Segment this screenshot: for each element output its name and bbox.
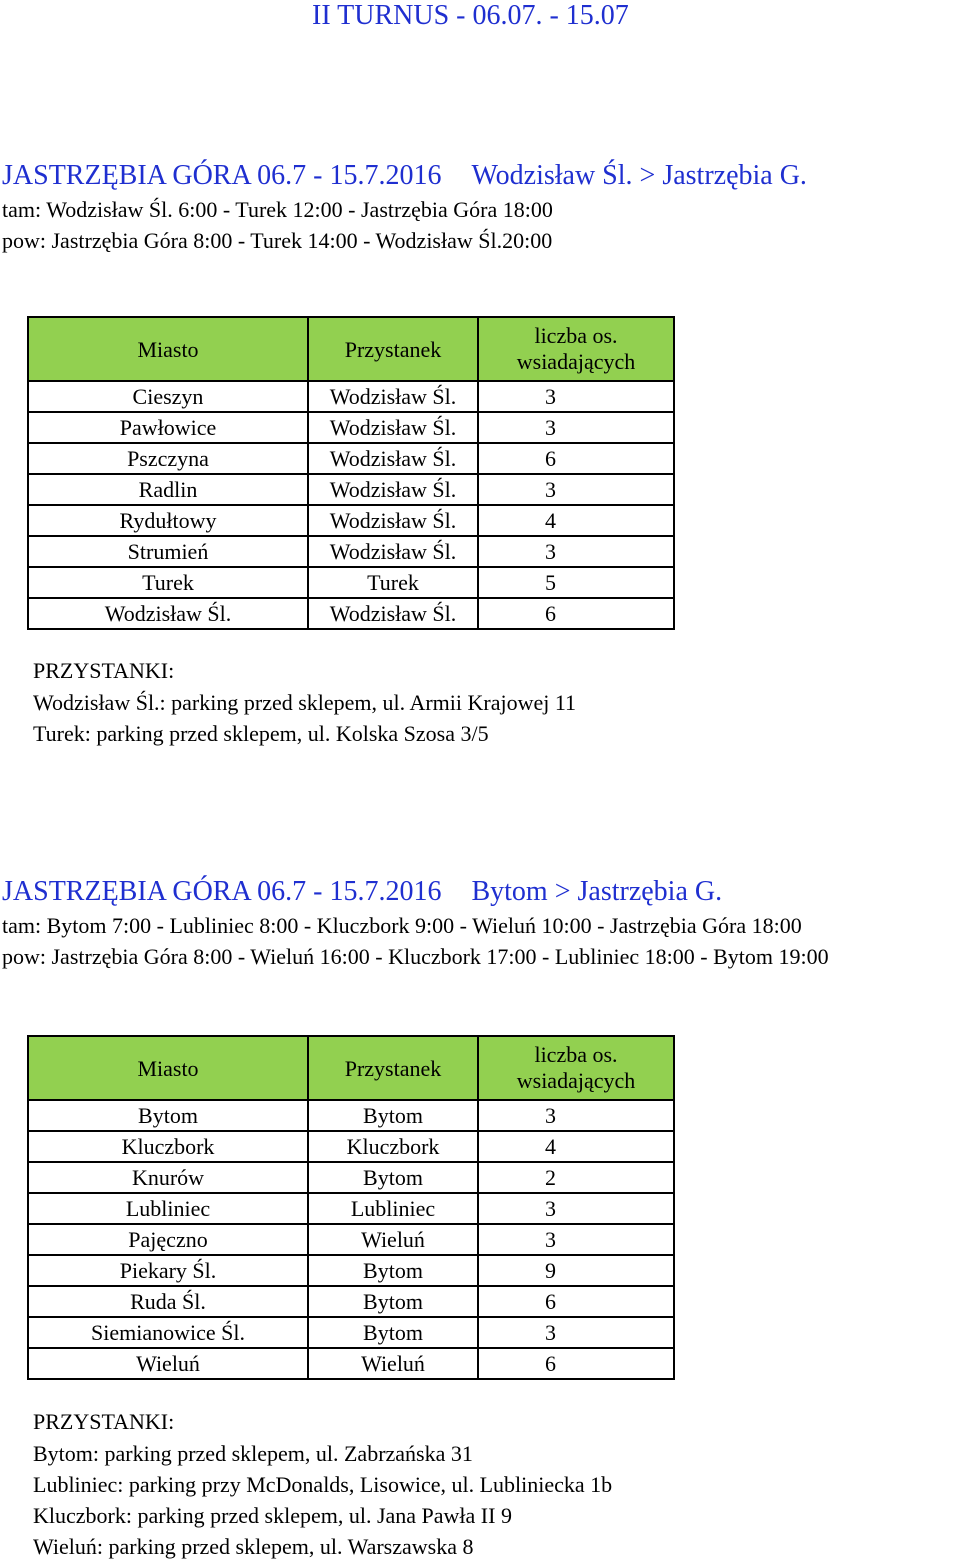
- cell-count: 3: [478, 1193, 674, 1224]
- cell-city: Bytom: [28, 1100, 308, 1131]
- section-2-stops-label: PRZYSTANKI:: [33, 1409, 175, 1434]
- table-row: [28, 1100, 674, 1131]
- cell-stop: Bytom: [308, 1255, 478, 1286]
- section-1-title-text: JASTRZĘBIA GÓRA 06.7 - 15.7.2016: [2, 160, 442, 191]
- table-row: [28, 443, 674, 474]
- cell-count: 3: [478, 1100, 674, 1131]
- section-1-table: [27, 316, 675, 630]
- header-stop: Przystanek: [308, 1036, 478, 1100]
- cell-stop: Wodzisław Śl.: [308, 505, 478, 536]
- cell-city: Piekary Śl.: [28, 1255, 308, 1286]
- table-row: [28, 1131, 674, 1162]
- cell-count: 2: [478, 1162, 674, 1193]
- cell-stop: Bytom: [308, 1100, 478, 1131]
- cell-stop: Turek: [308, 567, 478, 598]
- cell-stop: Wodzisław Śl.: [308, 536, 478, 567]
- section-2-route: Bytom > Jastrzębia G.: [471, 876, 723, 907]
- section-2-stop-4: Wieluń: parking przed sklepem, ul. Warszawska 8: [33, 1534, 474, 1559]
- section-1-stop-1: Wodzisław Śl.: parking przed sklepem, ul. Armii Krajowej 11: [33, 690, 577, 715]
- section-1-stops-label: PRZYSTANKI:: [33, 658, 175, 683]
- cell-count: 9: [478, 1255, 674, 1286]
- header-count-text: liczba os. wsiadających: [516, 1042, 636, 1093]
- table-header-row: [28, 317, 674, 381]
- table-row: [28, 1317, 674, 1348]
- cell-count: 3: [478, 474, 674, 505]
- cell-city: Siemianowice Śl.: [28, 1317, 308, 1348]
- section-2-pow: pow: Jastrzębia Góra 8:00 - Wieluń 16:00 - Kluczbork 17:00 - Lubliniec 18:00 - Bytom 19:00: [2, 944, 829, 969]
- cell-stop: Lubliniec: [308, 1193, 478, 1224]
- cell-count: 3: [478, 381, 674, 412]
- page-title: II TURNUS - 06.07. - 15.07: [312, 0, 629, 31]
- section-2-tam: tam: Bytom 7:00 - Lubliniec 8:00 - Kluczbork 9:00 - Wieluń 10:00 - Jastrzębia Góra 18:00: [2, 913, 802, 938]
- cell-count: 3: [478, 1317, 674, 1348]
- cell-city: Radlin: [28, 474, 308, 505]
- header-count: [478, 1036, 674, 1100]
- cell-stop: Bytom: [308, 1317, 478, 1348]
- table-header-row: [28, 1036, 674, 1100]
- cell-stop: Wodzisław Śl.: [308, 412, 478, 443]
- header-count-text: liczba os. wsiadających: [516, 323, 636, 374]
- cell-count: 6: [478, 1286, 674, 1317]
- table-row: [28, 598, 674, 629]
- header-stop: Przystanek: [308, 317, 478, 381]
- cell-count: 5: [478, 567, 674, 598]
- header-count: [478, 317, 674, 381]
- cell-city: Wodzisław Śl.: [28, 598, 308, 629]
- section-1-pow: pow: Jastrzębia Góra 8:00 - Turek 14:00 - Wodzisław Śl.20:00: [2, 228, 553, 253]
- cell-city: Rydułtowy: [28, 505, 308, 536]
- table-row: [28, 1348, 674, 1379]
- cell-city: Wieluń: [28, 1348, 308, 1379]
- cell-stop: Kluczbork: [308, 1131, 478, 1162]
- cell-count: 6: [478, 443, 674, 474]
- cell-count: 4: [478, 1131, 674, 1162]
- table-row: [28, 1286, 674, 1317]
- cell-count: 3: [478, 1224, 674, 1255]
- cell-city: Strumień: [28, 536, 308, 567]
- cell-city: Pawłowice: [28, 412, 308, 443]
- cell-stop: Wieluń: [308, 1224, 478, 1255]
- table-row: [28, 567, 674, 598]
- table-row: [28, 412, 674, 443]
- cell-city: Turek: [28, 567, 308, 598]
- table-row: [28, 474, 674, 505]
- table-row: [28, 1255, 674, 1286]
- header-city: Miasto: [28, 317, 308, 381]
- section-2-stop-2: Lubliniec: parking przy McDonalds, Lisowice, ul. Lubliniecka 1b: [33, 1472, 613, 1497]
- table-row: [28, 505, 674, 536]
- cell-stop: Wodzisław Śl.: [308, 381, 478, 412]
- cell-count: 6: [478, 1348, 674, 1379]
- section-1-title: [2, 160, 807, 192]
- table-row: [28, 381, 674, 412]
- cell-stop: Wodzisław Śl.: [308, 474, 478, 505]
- cell-city: Pajęczno: [28, 1224, 308, 1255]
- cell-stop: Wodzisław Śl.: [308, 443, 478, 474]
- cell-stop: Wodzisław Śl.: [308, 598, 478, 629]
- header-city: Miasto: [28, 1036, 308, 1100]
- section-2-stop-1: Bytom: parking przed sklepem, ul. Zabrzańska 31: [33, 1441, 473, 1466]
- cell-stop: Bytom: [308, 1286, 478, 1317]
- cell-count: 4: [478, 505, 674, 536]
- cell-count: 3: [478, 536, 674, 567]
- section-1-route: Wodzisław Śl. > Jastrzębia G.: [471, 160, 807, 191]
- section-2-stop-3: Kluczbork: parking przed sklepem, ul. Jana Pawła II 9: [33, 1503, 512, 1528]
- section-2-title-text: JASTRZĘBIA GÓRA 06.7 - 15.7.2016: [2, 876, 442, 907]
- cell-city: Lubliniec: [28, 1193, 308, 1224]
- cell-city: Pszczyna: [28, 443, 308, 474]
- table-row: [28, 1162, 674, 1193]
- cell-city: Ruda Śl.: [28, 1286, 308, 1317]
- cell-city: Knurów: [28, 1162, 308, 1193]
- cell-count: 6: [478, 598, 674, 629]
- cell-stop: Wieluń: [308, 1348, 478, 1379]
- table-row: [28, 1224, 674, 1255]
- section-1-stop-2: Turek: parking przed sklepem, ul. Kolska Szosa 3/5: [33, 721, 489, 746]
- cell-city: Cieszyn: [28, 381, 308, 412]
- table-row: [28, 536, 674, 567]
- section-2-title: [2, 876, 722, 908]
- section-2-table: [27, 1035, 675, 1380]
- cell-city: Kluczbork: [28, 1131, 308, 1162]
- cell-count: 3: [478, 412, 674, 443]
- section-1-tam: tam: Wodzisław Śl. 6:00 - Turek 12:00 - Jastrzębia Góra 18:00: [2, 197, 553, 222]
- table-row: [28, 1193, 674, 1224]
- cell-stop: Bytom: [308, 1162, 478, 1193]
